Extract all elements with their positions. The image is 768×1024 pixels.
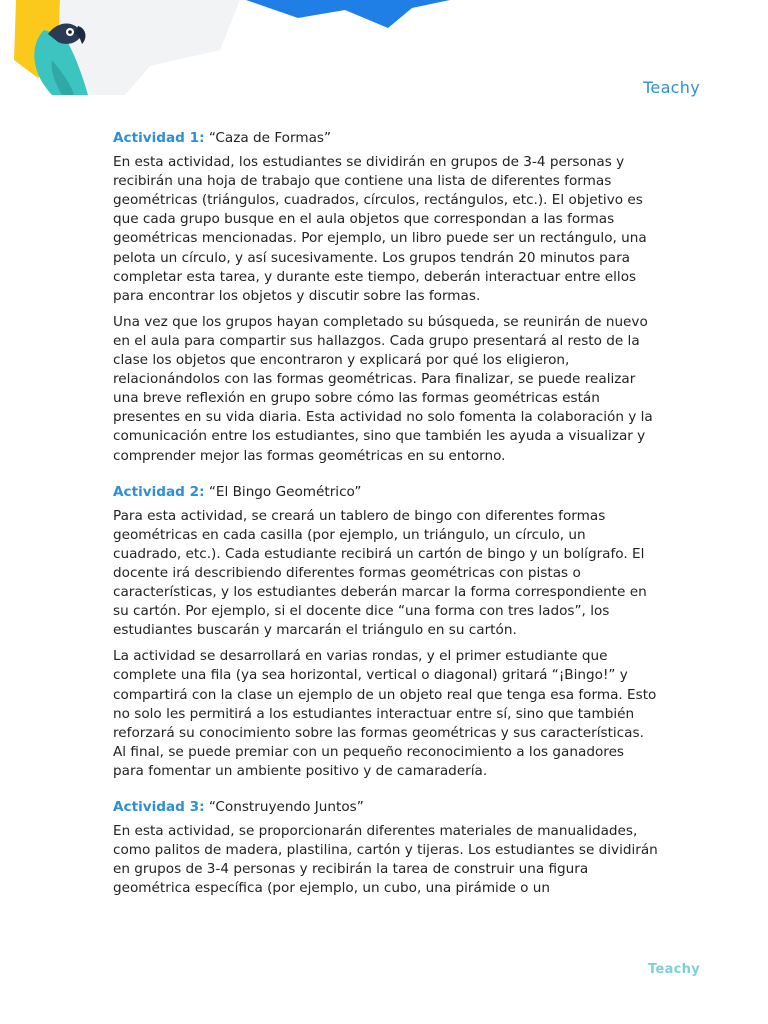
activity-1-paragraph-2: Una vez que los grupos hayan completado su búsqueda, se reunirán de nuevo en el aula para compartir sus hallazgos. Cada grupo presentará al resto de la clase los objetos que encontraron y explicará por qué los eligieron, relacionándolos con las formas geométricas. Para finalizar, se puede realizar una breve reflexión en grupo sobre cómo las formas geométricas están presentes en su vida diaria. Esta actividad no solo fomenta la colaboración y la comunicación entre los estudiantes, sino que también les ayuda a visualizar y comprender mejor las formas geométricas en su entorno. — [113, 313, 653, 464]
activity-3-paragraph-1: En esta actividad, se proporcionarán diferentes materiales de manualidades, como palitos de madera, plastilina, cartón y tijeras. Los estudiantes se dividirán en grupos de 3-4 personas y recibirán la tarea de construir una figura geométrica específica (por ejemplo, un cubo, una pirámide o un — [113, 823, 658, 897]
activity-1-heading — [113, 129, 658, 148]
activity-3-title: “Construyendo Juntos” — [208, 799, 364, 815]
activity-3-heading — [113, 798, 658, 817]
blue-shape — [246, 0, 450, 28]
teachy-brand-header: Teachy — [643, 78, 700, 97]
activity-1-title: “Caza de Formas” — [208, 130, 332, 146]
activity-1 — [113, 129, 658, 466]
activity-2 — [113, 483, 658, 781]
activity-1-paragraph-1: En esta actividad, los estudiantes se dividirán en grupos de 3-4 personas y recibirán una hoja de trabajo que contiene una lista de diferentes formas geométricas (triángulos, cuadrados, círculos, rectángulos, etc.). El objetivo es que cada grupo busque en el aula objetos que correspondan a las formas geométricas mencionadas. Por ejemplo, un libro puede ser un rectángulo, una pelota un círculo, y así sucesivamente. Los grupos tendrán 20 minutos para completar esta tarea, y durante este tiempo, deberán interactuar entre ellos para encontrar los objetos y discutir sobre las formas. — [113, 154, 647, 304]
activity-2-paragraph-1: Para esta actividad, se creará un tablero de bingo con diferentes formas geométricas en cada casilla (por ejemplo, un triángulo, un círculo, un cuadrado, etc.). Cada estudiante recibirá un cartón de bingo y un bolígrafo. El docente irá describiendo diferentes formas geométricas con pistas o características, y los estudiantes deberán marcar la forma correspondiente en su cartón. Por ejemplo, si el docente dice “una forma con tres lados”, los estudiantes buscarán y marcarán el triángulo en su cartón. — [113, 507, 647, 639]
grey-shape — [58, 0, 240, 95]
activity-2-title: “El Bingo Geométrico” — [208, 483, 362, 500]
document-body — [113, 129, 658, 915]
activity-1-label: Actividad 1: — [113, 130, 205, 146]
activity-3 — [113, 798, 658, 898]
teachy-brand-footer: Teachy — [648, 962, 700, 977]
activity-2-heading — [113, 483, 658, 502]
activity-2-label: Actividad 2: — [113, 483, 205, 500]
activity-2-paragraph-2: La actividad se desarrollará en varias rondas, y el primer estudiante que complete una fila (ya sea horizontal, vertical o diagonal) gritará “¡Bingo!” y compartirá con la clase un ejemplo de un objeto real que tenga esa forma. Esto no solo les permitirá a los estudiantes interactuar entre sí, sino que también reforzará su conocimiento sobre las formas geométricas y sus características. Al final, se puede premiar con un pequeño reconocimiento a los ganadores para fomentar un ambiente positivo y de camaradería. — [113, 648, 657, 779]
activity-3-label: Actividad 3: — [113, 799, 205, 815]
